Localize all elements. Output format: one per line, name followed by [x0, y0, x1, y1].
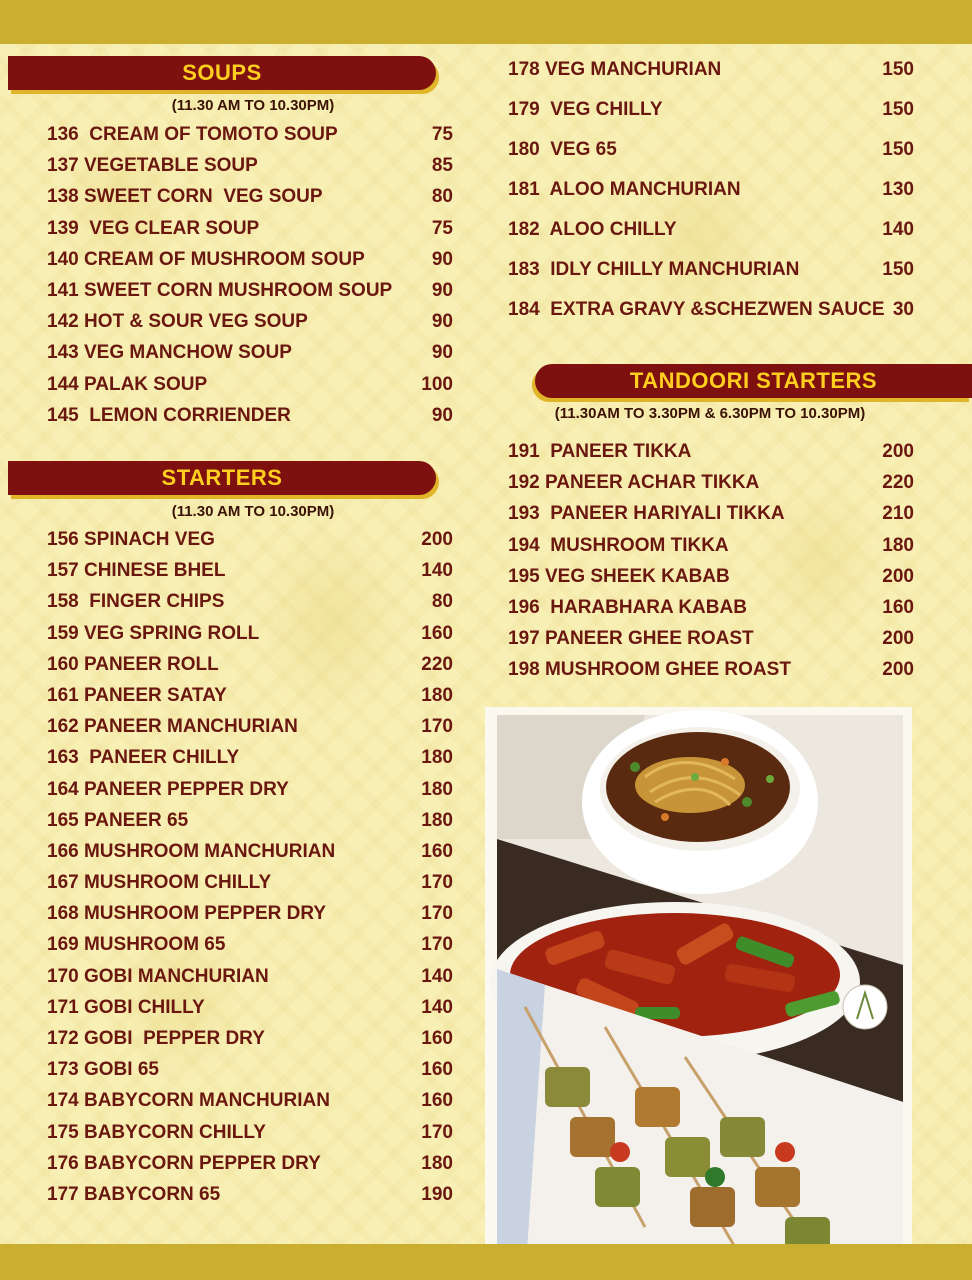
- menu-item-name: 140 CREAM OF MUSHROOM SOUP: [47, 248, 365, 270]
- menu-item-name: 171 GOBI CHILLY: [47, 996, 205, 1018]
- menu-item-name: 164 PANEER PEPPER DRY: [47, 778, 289, 800]
- menu-item-name: 172 GOBI PEPPER DRY: [47, 1028, 265, 1049]
- menu-item-name: 180 VEG 65: [508, 139, 617, 160]
- starters-list: [47, 526, 453, 1212]
- top-gold-band: [0, 0, 972, 44]
- menu-item-price: 180: [421, 684, 453, 706]
- menu-item: [508, 296, 914, 336]
- menu-item-price: 160: [421, 622, 453, 644]
- menu-item: [47, 776, 453, 807]
- menu-item-name: 181 ALOO MANCHURIAN: [508, 179, 741, 200]
- menu-item-name: 156 SPINACH VEG: [47, 529, 215, 550]
- menu-item-name: 137 VEGETABLE SOUP: [47, 155, 258, 177]
- menu-item: [508, 563, 914, 594]
- menu-item: [47, 121, 453, 152]
- menu-item: [47, 620, 453, 651]
- menu-item-name: 182 ALOO CHILLY: [508, 219, 677, 240]
- soups-title: SOUPS: [182, 60, 262, 85]
- menu-item-name: 163 PANEER CHILLY: [47, 747, 240, 769]
- menu-item: [508, 469, 914, 500]
- menu-item: [508, 176, 914, 216]
- menu-item: [508, 256, 914, 296]
- menu-item-price: 130: [882, 179, 914, 200]
- menu-item-price: 170: [421, 903, 453, 925]
- starters-header: [8, 461, 436, 495]
- menu-item-name: 197 PANEER GHEE ROAST: [508, 628, 754, 650]
- menu-item: [508, 500, 914, 531]
- menu-item-price: 80: [431, 591, 453, 613]
- menu-item-price: 180: [882, 534, 914, 556]
- menu-item-price: 200: [421, 529, 453, 550]
- menu-item-price: 75: [431, 124, 453, 145]
- menu-item-price: 150: [882, 99, 914, 120]
- menu-item-price: 180: [421, 809, 453, 831]
- soups-timing: (11.30 AM TO 10.30PM): [171, 97, 335, 114]
- menu-item-name: 167 MUSHROOM CHILLY: [47, 872, 272, 894]
- starters-continued-list: [508, 56, 914, 336]
- menu-item: [508, 96, 914, 136]
- menu-item-price: 100: [421, 373, 453, 395]
- menu-item-price: 160: [882, 596, 914, 618]
- menu-item-price: 75: [431, 217, 453, 239]
- menu-item-price: 160: [421, 1059, 453, 1081]
- menu-item: [47, 557, 453, 588]
- menu-item-price: 170: [421, 872, 453, 894]
- menu-item-price: 140: [421, 996, 453, 1018]
- tandoori-header: [535, 364, 972, 398]
- menu-item-price: 160: [421, 840, 453, 862]
- menu-item-price: 170: [421, 934, 453, 956]
- menu-item-name: 138 SWEET CORN VEG SOUP: [47, 186, 323, 208]
- menu-item: [47, 277, 453, 308]
- soups-header: [8, 56, 436, 90]
- menu-item-name: 142 HOT & SOUR VEG SOUP: [47, 311, 308, 333]
- menu-item-price: 220: [421, 653, 453, 675]
- menu-item-name: 192 PANEER ACHAR TIKKA: [508, 472, 760, 494]
- menu-item-name: 169 MUSHROOM 65: [47, 934, 226, 956]
- menu-item: [47, 526, 453, 557]
- menu-item-price: 160: [421, 1090, 453, 1112]
- menu-item: [47, 900, 453, 931]
- menu-item-name: 191 PANEER TIKKA: [508, 441, 692, 462]
- menu-item-price: 90: [431, 404, 453, 426]
- menu-item-price: 200: [882, 659, 914, 681]
- bottom-gold-band: [0, 1244, 972, 1280]
- menu-item-name: 159 VEG SPRING ROLL: [47, 622, 260, 644]
- menu-item: [508, 56, 914, 96]
- menu-item-name: 178 VEG MANCHURIAN: [508, 59, 722, 80]
- menu-item: [47, 1025, 453, 1056]
- menu-item-price: 220: [882, 472, 914, 494]
- menu-item: [508, 656, 914, 687]
- menu-item-name: 195 VEG SHEEK KABAB: [508, 565, 730, 587]
- menu-item-name: 175 BABYCORN CHILLY: [47, 1121, 266, 1143]
- menu-item-price: 180: [421, 778, 453, 800]
- tandoori-list: [508, 438, 914, 688]
- menu-item-name: 179 VEG CHILLY: [508, 99, 663, 120]
- menu-item-price: 200: [882, 565, 914, 587]
- menu-item-name: 173 GOBI 65: [47, 1059, 159, 1081]
- menu-item: [508, 438, 914, 469]
- menu-item: [508, 216, 914, 256]
- menu-item: [47, 931, 453, 962]
- menu-item-name: 170 GOBI MANCHURIAN: [47, 965, 269, 987]
- menu-item-price: 150: [882, 139, 914, 160]
- menu-item-name: 165 PANEER 65: [47, 809, 189, 831]
- menu-item-price: 90: [431, 248, 453, 270]
- menu-item: [47, 1119, 453, 1150]
- menu-item: [47, 152, 453, 183]
- menu-item-name: 144 PALAK SOUP: [47, 373, 208, 395]
- menu-item: [47, 713, 453, 744]
- menu-item-price: 210: [882, 503, 914, 525]
- menu-item-name: 183 IDLY CHILLY MANCHURIAN: [508, 259, 800, 280]
- menu-item: [508, 594, 914, 625]
- menu-item-name: 184 EXTRA GRAVY &SCHEZWEN SAUCE: [508, 299, 885, 320]
- menu-item-name: 143 VEG MANCHOW SOUP: [47, 342, 292, 364]
- menu-item-price: 150: [882, 259, 914, 280]
- menu-item: [47, 183, 453, 214]
- menu-item-price: 140: [421, 965, 453, 987]
- menu-item-name: 158 FINGER CHIPS: [47, 591, 225, 613]
- tandoori-title: TANDOORI STARTERS: [629, 368, 878, 393]
- menu-item-price: 200: [882, 628, 914, 650]
- menu-item-name: 177 BABYCORN 65: [47, 1183, 221, 1205]
- menu-item: [47, 682, 453, 713]
- menu-item-price: 180: [421, 1152, 453, 1174]
- menu-item: [47, 1056, 453, 1087]
- menu-item-price: 200: [882, 441, 914, 462]
- menu-item-name: 196 HARABHARA KABAB: [508, 596, 747, 618]
- menu-item: [508, 136, 914, 176]
- menu-item: [508, 625, 914, 656]
- menu-item: [47, 588, 453, 619]
- menu-item-price: 90: [431, 279, 453, 301]
- starters-timing: (11.30 AM TO 10.30PM): [171, 503, 335, 520]
- menu-item: [47, 869, 453, 900]
- menu-item: [47, 807, 453, 838]
- menu-item: [47, 246, 453, 277]
- menu-item: [508, 532, 914, 563]
- menu-item: [47, 371, 453, 402]
- food-photo-collage: [485, 707, 912, 1280]
- menu-item-name: 176 BABYCORN PEPPER DRY: [47, 1152, 321, 1174]
- menu-item-name: 157 CHINESE BHEL: [47, 560, 226, 582]
- menu-item: [47, 651, 453, 682]
- menu-item-name: 193 PANEER HARIYALI TIKKA: [508, 503, 785, 525]
- menu-item-price: 190: [421, 1183, 453, 1205]
- menu-item-name: 174 BABYCORN MANCHURIAN: [47, 1090, 330, 1112]
- menu-item: [47, 1181, 453, 1212]
- menu-item-name: 139 VEG CLEAR SOUP: [47, 217, 260, 239]
- menu-item-name: 136 CREAM OF TOMOTO SOUP: [47, 124, 338, 145]
- menu-item-price: 170: [421, 1121, 453, 1143]
- menu-item-price: 140: [882, 219, 914, 240]
- menu-item-price: 90: [431, 342, 453, 364]
- menu-item-name: 194 MUSHROOM TIKKA: [508, 534, 729, 556]
- menu-item-price: 30: [892, 299, 914, 320]
- menu-item-price: 170: [421, 716, 453, 738]
- menu-item: [47, 402, 453, 433]
- menu-item-price: 160: [421, 1028, 453, 1049]
- menu-item-name: 141 SWEET CORN MUSHROOM SOUP: [47, 279, 393, 301]
- menu-item: [47, 339, 453, 370]
- menu-item-price: 85: [431, 155, 453, 177]
- menu-item-name: 198 MUSHROOM GHEE ROAST: [508, 659, 791, 681]
- menu-item-name: 162 PANEER MANCHURIAN: [47, 716, 298, 738]
- menu-item-name: 160 PANEER ROLL: [47, 653, 219, 675]
- soups-list: [47, 121, 453, 433]
- starters-title: STARTERS: [161, 465, 283, 490]
- menu-item-price: 150: [882, 59, 914, 80]
- menu-item: [47, 744, 453, 775]
- menu-item: [47, 1087, 453, 1118]
- menu-item: [47, 215, 453, 246]
- tandoori-timing: (11.30AM TO 3.30PM & 6.30PM TO 10.30PM): [554, 405, 866, 422]
- menu-item-name: 145 LEMON CORRIENDER: [47, 404, 291, 426]
- menu-item: [47, 994, 453, 1025]
- menu-item: [47, 1150, 453, 1181]
- menu-item: [47, 963, 453, 994]
- menu-item-name: 161 PANEER SATAY: [47, 684, 227, 706]
- menu-item-price: 140: [421, 560, 453, 582]
- menu-item-price: 90: [431, 311, 453, 333]
- menu-item-name: 168 MUSHROOM PEPPER DRY: [47, 903, 327, 925]
- menu-item: [47, 838, 453, 869]
- menu-item: [47, 308, 453, 339]
- menu-item-price: 180: [421, 747, 453, 769]
- menu-item-name: 166 MUSHROOM MANCHURIAN: [47, 840, 336, 862]
- menu-item-price: 80: [431, 186, 453, 208]
